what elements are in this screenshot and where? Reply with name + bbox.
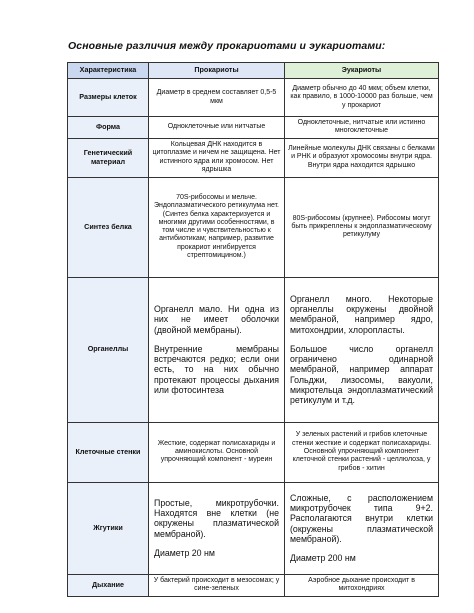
- eukaryotes-cell: [285, 177, 439, 277]
- table-row: [68, 277, 439, 422]
- eukaryotes-text: Большое число органелл ограничено одинарной мембраной, например аппарат Гольджи, лизосомы, вакуоли, микротельца эндоплазматический ретикулум и т.д.: [290, 343, 433, 405]
- header-prokaryotes: Прокариоты: [149, 63, 285, 79]
- row-feature-cell: Синтез белка: [68, 177, 149, 277]
- row-feature-cell: Органеллы: [68, 277, 149, 422]
- eukaryotes-cell: [285, 117, 439, 139]
- prokaryotes-cell: [149, 177, 285, 277]
- eukaryotes-text: Аэробное дыхание происходит в митохондриях: [308, 576, 415, 593]
- eukaryotes-text: Сложные, с расположением микротрубочек типа 9+2. Располагаются внутри клетки (окружены плазматической мембраной).: [290, 492, 433, 544]
- eukaryotes-text: Диаметр 200 нм: [290, 553, 356, 563]
- eukaryotes-text: Диаметр обычно до 40 мкм; объем клетки, как правило, в 1000-10000 раз больше, чем у прокариот: [290, 85, 433, 109]
- eukaryotes-cell: [285, 422, 439, 482]
- prokaryotes-text: У бактерий происходит в мезосомах; у сине-зеленых: [153, 576, 280, 593]
- eukaryotes-text: Одноклеточные, нитчатые или истинно многоклеточные: [297, 119, 426, 135]
- table-row: [68, 482, 439, 574]
- prokaryotes-cell: [149, 422, 285, 482]
- eukaryotes-cell: [285, 482, 439, 574]
- table-header-row: [68, 63, 439, 79]
- prokaryotes-text: Органелл мало. Ни одна из них не имеет оболочки (двойной мембраны).: [154, 304, 279, 335]
- prokaryotes-text: Кольцевая ДНК находится в цитоплазме и ничем не защищена. Нет истинного ядра или хромосом. Нет ядрышка: [152, 141, 281, 173]
- table-row: [68, 79, 439, 117]
- document-title: Основные различия между прокариотами и эукариотами:: [68, 40, 386, 52]
- prokaryotes-cell: [149, 574, 285, 596]
- prokaryotes-text: Жесткие, содержат полисахариды и аминокислоты. Основной упрочняющий компонент - муреин: [157, 439, 276, 464]
- prokaryotes-cell: [149, 138, 285, 177]
- eukaryotes-text: 80S-рибосомы (крупнее). Рибосомы могут быть прикреплены к эндоплазматическому ретикулуму: [291, 214, 432, 239]
- row-feature-cell: Генетический материал: [68, 138, 149, 177]
- eukaryotes-cell: [285, 277, 439, 422]
- table-row: [68, 138, 439, 177]
- row-feature-cell: Клеточные стенки: [68, 422, 149, 482]
- eukaryotes-cell: [285, 79, 439, 117]
- prokaryotes-text: Диаметр в среднем составляет 0,5-5 мкм: [156, 89, 277, 105]
- prokaryotes-cell: [149, 277, 285, 422]
- header-eukaryotes: Эукариоты: [285, 63, 439, 79]
- prokaryotes-text: Внутренние мембраны встречаются редко; если они есть, то на них обычно протекают процессы дыхания или фотосинтеза: [154, 343, 279, 395]
- prokaryotes-cell: [149, 79, 285, 117]
- row-feature-cell: Форма: [68, 117, 149, 139]
- prokaryotes-text: Диаметр 20 нм: [154, 547, 215, 558]
- table-row: [68, 117, 439, 139]
- prokaryotes-text: Одноклеточные или нитчатые: [167, 123, 266, 131]
- eukaryotes-text: Линейные молекулы ДНК связаны с белками и РНК и образуют хромосомы внутри ядра. Внутри ядра находится ядрышко: [288, 145, 435, 169]
- row-feature-cell: Размеры клеток: [68, 79, 149, 117]
- eukaryotes-cell: [285, 574, 439, 596]
- table-row: [68, 574, 439, 596]
- prokaryotes-cell: [149, 482, 285, 574]
- eukaryotes-text: У зеленых растений и грибов клеточные стенки жесткие и содержат полисахариды. Основной упрочняющий компонент клеточной стенки растений - целлюлоза, у грибов - хитин: [291, 431, 432, 472]
- prokaryotes-text: 70S-рибосомы и мельче. Эндоплазматического ретикулума нет. (Синтез белка характеризуется и многими другими особенностями, в том числе и чувствительностью к антибиотикам; например, развитие прокариот ингибируется стрептомицином.): [154, 193, 279, 259]
- header-feature: Характеристика: [68, 63, 149, 79]
- eukaryotes-cell: [285, 138, 439, 177]
- table-row: [68, 422, 439, 482]
- prokaryotes-cell: [149, 117, 285, 139]
- prokaryotes-text: Простые, микротрубочки. Находятся вне клетки (не окружены плазматической мембраной).: [154, 498, 279, 539]
- row-feature-cell: Дыхание: [68, 574, 149, 596]
- eukaryotes-text: Органелл много. Некоторые органеллы окружены двойной мембраной, например ядро, митохондрии, хлоропласты.: [290, 294, 433, 335]
- comparison-table: [67, 62, 439, 597]
- row-feature-cell: Жгутики: [68, 482, 149, 574]
- table-row: [68, 177, 439, 277]
